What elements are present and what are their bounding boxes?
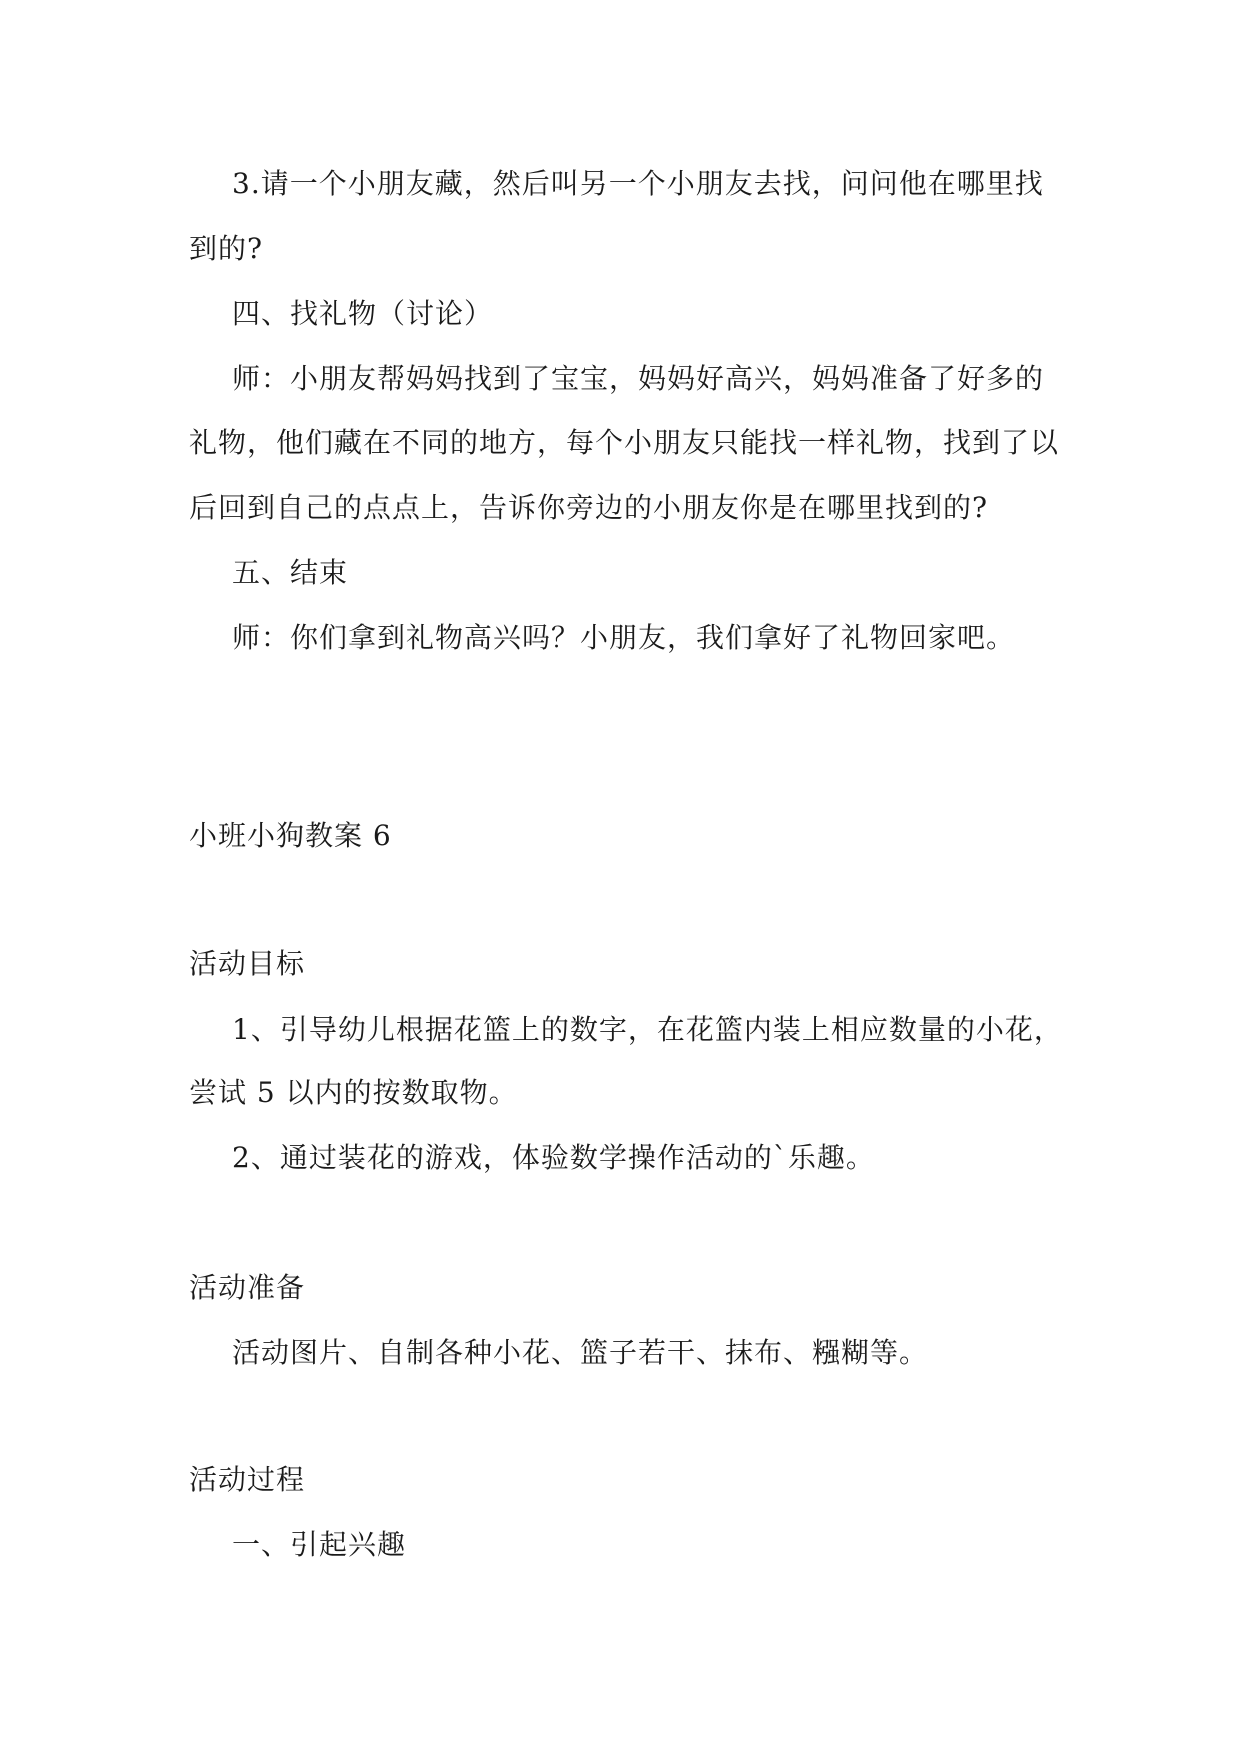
paragraph-line: 礼物，他们藏在不同的地方，每个小朋友只能找一样礼物，找到了以 [189,426,1060,459]
paragraph-line: 活动图片、自制各种小花、篮子若干、抹布、糨糊等。 [232,1336,929,1369]
paragraph-line: 2、通过装花的游戏，体验数学操作活动的`乐趣。 [232,1141,875,1174]
paragraph-line: 师：你们拿到礼物高兴吗？小朋友，我们拿好了礼物回家吧。 [232,621,1016,654]
paragraph-line: 3.请一个小朋友藏，然后叫另一个小朋友去找，问问他在哪里找 [232,167,1044,200]
section-heading: 活动过程 [189,1463,306,1496]
section-heading: 活动目标 [189,947,306,980]
section-heading: 五、结束 [232,556,349,589]
paragraph-line: 到的? [189,232,264,265]
paragraph-line: 师：小朋友帮妈妈找到了宝宝，妈妈好高兴，妈妈准备了好多的 [232,362,1045,395]
document-title: 小班小狗教案 6 [189,819,392,852]
paragraph-line: 1、引导幼儿根据花篮上的数字，在花篮内装上相应数量的小花， [232,1013,1063,1046]
paragraph-line: 后回到自己的点点上，告诉你旁边的小朋友你是在哪里找到的? [189,491,989,524]
section-heading: 四、找礼物（讨论） [232,297,494,330]
paragraph-line: 尝试 5 以内的按数取物。 [189,1076,518,1109]
section-heading: 活动准备 [189,1271,306,1304]
section-heading: 一、引起兴趣 [232,1528,407,1561]
